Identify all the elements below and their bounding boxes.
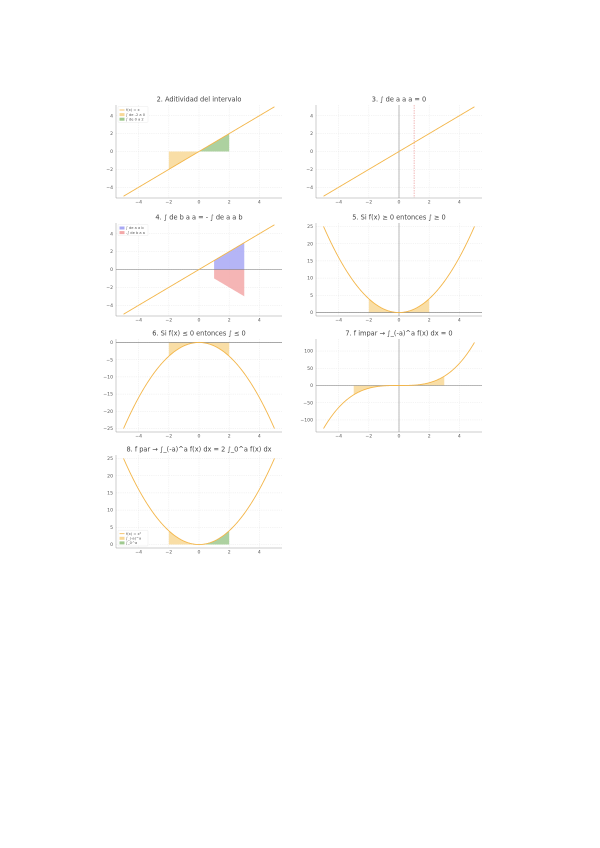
x-tick-label: 0 bbox=[397, 200, 401, 206]
x-tick-label: 0 bbox=[197, 318, 201, 324]
y-tick-label: 0 bbox=[310, 384, 313, 390]
x-tick-label: 4 bbox=[457, 434, 461, 440]
chart-p4 bbox=[298, 212, 488, 324]
x-tick-label: −2 bbox=[165, 318, 173, 324]
legend-label: ∫ de -2 a 0 bbox=[126, 112, 146, 117]
x-tick-label: −2 bbox=[365, 434, 373, 440]
x-tick-label: 2 bbox=[227, 318, 231, 324]
y-tick-label: 20 bbox=[107, 474, 113, 480]
y-tick-label: −2 bbox=[306, 167, 313, 173]
x-tick-label: 2 bbox=[427, 434, 431, 440]
y-tick-label: −5 bbox=[106, 358, 113, 364]
chart-svg bbox=[298, 328, 488, 440]
chart-svg bbox=[98, 444, 288, 556]
legend-swatch-patch bbox=[120, 541, 125, 544]
chart-p5 bbox=[98, 328, 288, 440]
y-tick-label: 0 bbox=[110, 150, 113, 156]
chart-svg bbox=[98, 212, 288, 324]
legend-label: f(x) = x² bbox=[126, 531, 142, 536]
x-tick-label: 0 bbox=[397, 318, 401, 324]
x-tick-label: 2 bbox=[227, 550, 231, 556]
chart-title: 3. ∫ de a a a = 0 bbox=[371, 95, 427, 104]
x-tick-label: −2 bbox=[365, 318, 373, 324]
x-tick-label: 4 bbox=[257, 434, 261, 440]
x-tick-label: 2 bbox=[227, 200, 231, 206]
x-tick-label: −2 bbox=[165, 200, 173, 206]
chart-svg bbox=[298, 212, 488, 324]
legend-label: -∫ de b a a bbox=[126, 230, 145, 235]
y-tick-label: 10 bbox=[107, 508, 113, 514]
chart-p2 bbox=[298, 94, 488, 206]
chart-legend bbox=[118, 530, 148, 546]
x-tick-label: 2 bbox=[427, 318, 431, 324]
chart-p1 bbox=[98, 94, 288, 206]
y-tick-label: −20 bbox=[103, 409, 113, 415]
fill-region-0 bbox=[169, 531, 199, 545]
chart-title: 2. Aditividad del intervalo bbox=[156, 95, 242, 104]
legend-swatch-patch bbox=[120, 118, 125, 121]
x-tick-label: −4 bbox=[335, 318, 343, 324]
x-tick-label: 0 bbox=[197, 200, 201, 206]
chart-p7 bbox=[98, 444, 288, 556]
x-tick-label: 0 bbox=[197, 434, 201, 440]
y-tick-label: 20 bbox=[307, 242, 313, 248]
y-tick-label: 15 bbox=[307, 259, 313, 265]
y-tick-label: −4 bbox=[106, 303, 113, 309]
x-tick-label: 4 bbox=[457, 318, 461, 324]
legend-swatch-patch bbox=[120, 227, 125, 230]
y-tick-label: 0 bbox=[110, 268, 113, 274]
x-tick-label: −2 bbox=[165, 434, 173, 440]
x-tick-label: 4 bbox=[257, 200, 261, 206]
legend-swatch-patch bbox=[120, 537, 125, 540]
y-tick-label: 2 bbox=[310, 132, 313, 138]
legend-label: ∫_(-a)^a bbox=[126, 536, 142, 541]
y-tick-label: 25 bbox=[307, 225, 313, 231]
chart-svg bbox=[298, 94, 488, 206]
x-tick-label: 0 bbox=[197, 550, 201, 556]
y-tick-label: 100 bbox=[304, 349, 313, 355]
chart-legend bbox=[118, 225, 148, 236]
legend-swatch-patch bbox=[120, 231, 125, 234]
x-tick-label: 4 bbox=[457, 200, 461, 206]
chart-svg bbox=[98, 94, 288, 206]
y-tick-label: −25 bbox=[103, 427, 113, 433]
y-tick-label: 0 bbox=[310, 150, 313, 156]
chart-legend bbox=[118, 107, 148, 123]
x-tick-label: 4 bbox=[257, 318, 261, 324]
y-tick-label: −15 bbox=[103, 392, 113, 398]
y-tick-label: 50 bbox=[307, 366, 313, 372]
y-tick-label: −4 bbox=[306, 185, 313, 191]
x-tick-label: −4 bbox=[335, 200, 343, 206]
legend-label: ∫ de 0 a 2 bbox=[126, 117, 144, 122]
y-tick-label: 4 bbox=[310, 114, 313, 120]
y-tick-label: −50 bbox=[303, 401, 313, 407]
y-tick-label: 0 bbox=[110, 543, 113, 549]
x-tick-label: 0 bbox=[397, 434, 401, 440]
y-tick-label: −2 bbox=[106, 285, 113, 291]
y-tick-label: 5 bbox=[310, 293, 313, 299]
y-tick-label: 5 bbox=[110, 525, 113, 531]
y-tick-label: −100 bbox=[300, 418, 313, 424]
y-tick-label: 2 bbox=[110, 132, 113, 138]
x-tick-label: −4 bbox=[135, 434, 143, 440]
legend-label: ∫_0^a bbox=[126, 541, 138, 546]
chart-svg bbox=[98, 328, 288, 440]
chart-p3 bbox=[98, 212, 288, 324]
chart-title: 8. f par → ∫_(-a)^a f(x) dx = 2 ∫_0^a f(x) dx bbox=[126, 445, 272, 454]
x-tick-label: −4 bbox=[135, 200, 143, 206]
y-tick-label: 0 bbox=[110, 341, 113, 347]
x-tick-label: 2 bbox=[427, 200, 431, 206]
x-tick-label: −4 bbox=[135, 318, 143, 324]
x-tick-label: −2 bbox=[165, 550, 173, 556]
legend-label: f(x) = x bbox=[126, 108, 140, 113]
fill-region-0 bbox=[214, 243, 244, 270]
y-tick-label: −2 bbox=[106, 167, 113, 173]
y-tick-label: 25 bbox=[107, 457, 113, 463]
legend-label: ∫ de a a b bbox=[126, 226, 144, 231]
y-tick-label: 15 bbox=[107, 491, 113, 497]
x-tick-label: −4 bbox=[335, 434, 343, 440]
y-tick-label: 10 bbox=[307, 276, 313, 282]
fill-region-1 bbox=[199, 531, 229, 545]
chart-p6 bbox=[298, 328, 488, 440]
legend-swatch-patch bbox=[120, 113, 125, 116]
x-tick-label: −4 bbox=[135, 550, 143, 556]
x-tick-label: −2 bbox=[365, 200, 373, 206]
y-tick-label: 4 bbox=[110, 232, 113, 238]
x-tick-label: 2 bbox=[227, 434, 231, 440]
y-tick-label: 4 bbox=[110, 114, 113, 120]
y-tick-label: −10 bbox=[103, 375, 113, 381]
y-tick-label: 0 bbox=[310, 311, 313, 317]
chart-title: 6. Si f(x) ≤ 0 entonces ∫ ≤ 0 bbox=[152, 329, 246, 338]
chart-title: 5. Si f(x) ≥ 0 entonces ∫ ≥ 0 bbox=[352, 213, 446, 222]
y-tick-label: −4 bbox=[106, 185, 113, 191]
chart-title: 7. f impar → ∫_(-a)^a f(x) dx = 0 bbox=[345, 329, 453, 338]
y-tick-label: 2 bbox=[110, 250, 113, 256]
chart-title: 4. ∫ de b a a = - ∫ de a a b bbox=[155, 213, 243, 222]
x-tick-label: 4 bbox=[257, 550, 261, 556]
